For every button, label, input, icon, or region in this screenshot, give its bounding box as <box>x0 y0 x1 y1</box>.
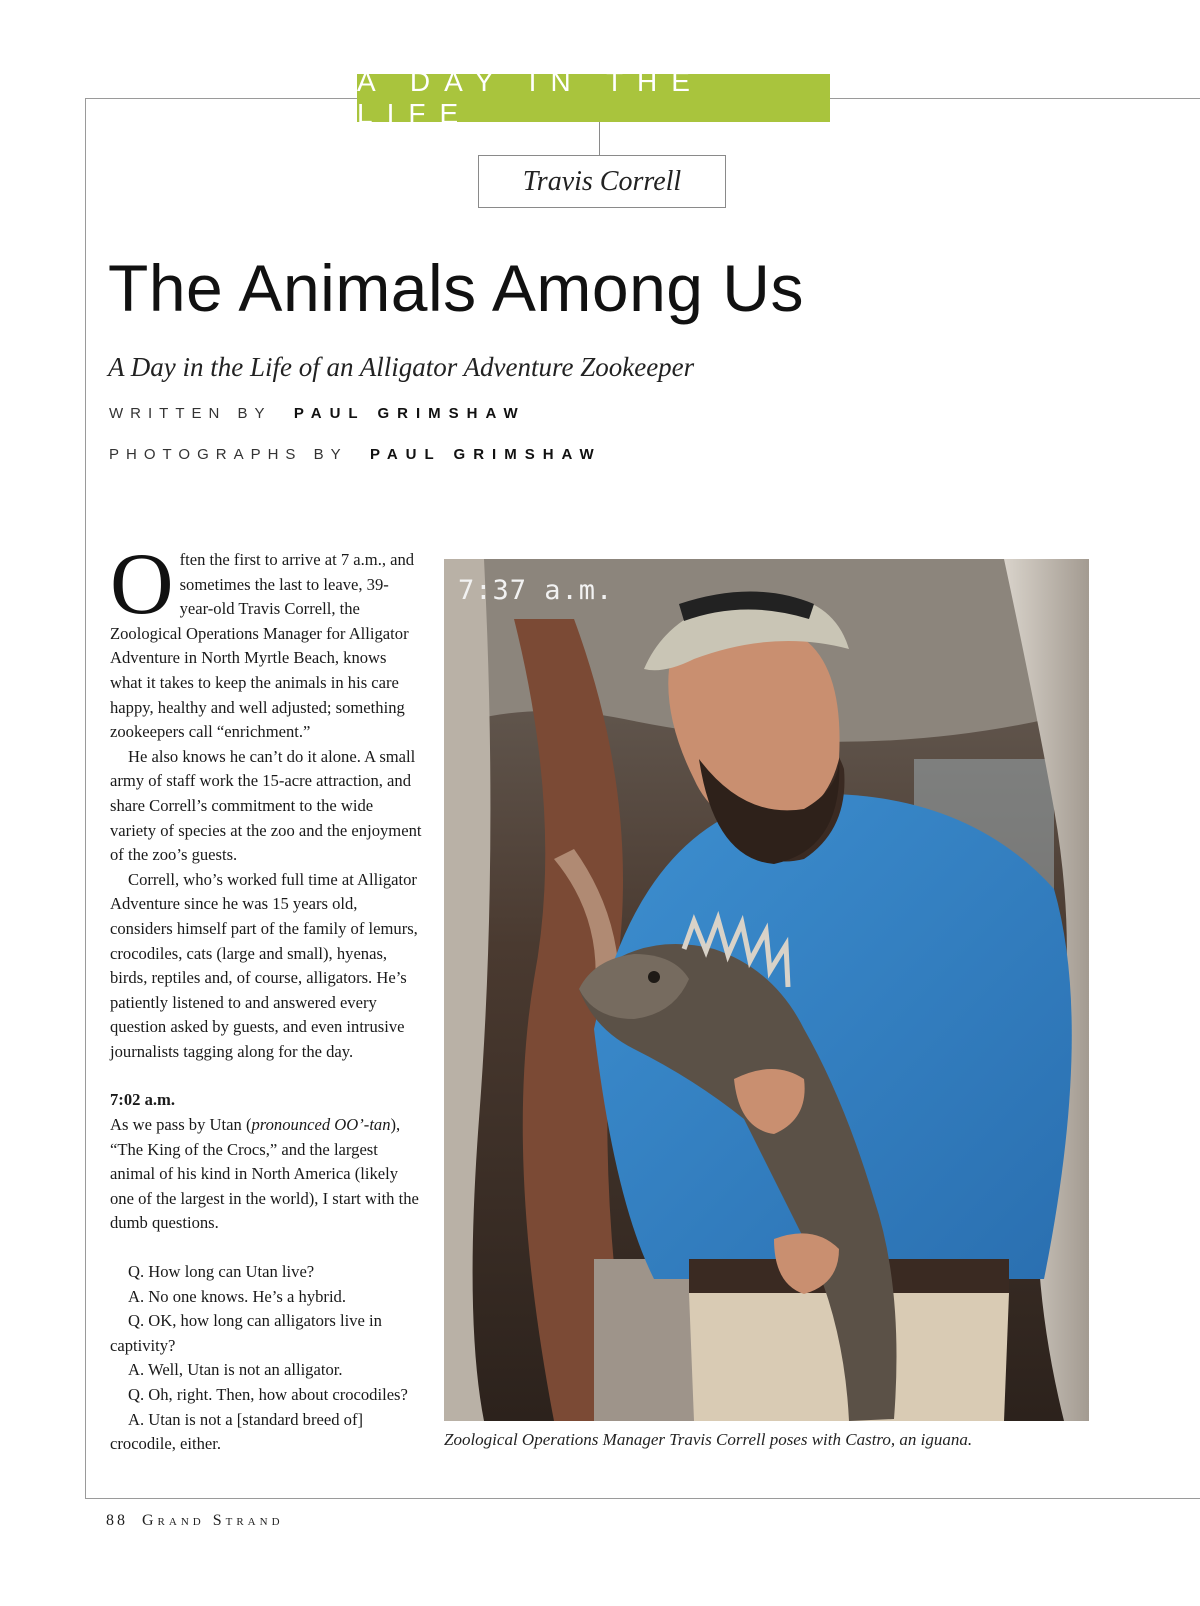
paragraph-1-text: ften the first to arrive at 7 a.m., and sometimes the last to leave, 39-year-old Travis Correll, the Zoological Operations Manager for Alligator Adventure in North Myrtle Beach, knows what it takes to keep the animals in his care happy, healthy and well adjusted; something zookeepers call “enrichment.” <box>110 550 415 742</box>
photo-timestamp: 7:37 a.m. <box>458 575 614 606</box>
paragraph-4-text-a: As we pass by Utan ( <box>110 1115 252 1135</box>
frame-line-bottom <box>85 1498 1200 1499</box>
byline-writer-label: WRITTEN BY <box>109 405 272 422</box>
article-body <box>110 536 422 1457</box>
paragraph-4 <box>110 1113 422 1236</box>
banner-connector <box>599 122 600 155</box>
qa-line: Q. OK, how long can alligators live in captivity? <box>110 1311 382 1355</box>
article-title: The Animals Among Us <box>108 251 804 325</box>
photo-caption: Zoological Operations Manager Travis Correll poses with Castro, an iguana. <box>444 1430 973 1449</box>
zookeeper-photo <box>444 559 1089 1421</box>
qa-line: A. Utan is not a [standard breed of] crocodile, either. <box>110 1409 364 1454</box>
page-number: 88 <box>106 1512 128 1529</box>
byline-writer <box>109 405 526 422</box>
byline-writer-name: PAUL GRIMSHAW <box>293 405 526 422</box>
pronunciation: pronounced OO’-tan <box>251 1115 391 1135</box>
byline-photographer-name: PAUL GRIMSHAW <box>369 446 602 463</box>
byline-photographer <box>109 446 602 463</box>
qa-line: Q. How long can Utan live? <box>128 1262 315 1282</box>
drop-cap: O <box>110 536 174 633</box>
qa-line: A. No one knows. He’s a hybrid. <box>128 1286 346 1306</box>
qa-block <box>110 1260 422 1457</box>
page-footer <box>106 1512 284 1530</box>
byline-photographer-label: PHOTOGRAPHS BY <box>109 446 348 463</box>
paragraph-3: Correll, who’s worked full time at Alligator Adventure since he was 15 years old, considers himself part of the family of lemurs, crocodiles, cats (large and small), hyenas, birds, reptiles and, of course, alligators. He’s patiently listened to and answered every question asked by guests, and even intrusive journalists tagging along for the day. <box>110 869 418 1061</box>
qa-line: A. Well, Utan is not an alligator. <box>128 1360 343 1380</box>
time-heading: 7:02 a.m. <box>110 1090 175 1110</box>
qa-line: Q. Oh, right. Then, how about crocodiles? <box>128 1385 408 1404</box>
photo-illustration <box>444 559 1089 1421</box>
paragraph-2: He also knows he can’t do it alone. A small army of staff work the 15-acre attraction, and share Correll’s commitment to the wide variety of species at the zoo and the enjoyment of the zoo’s guests. <box>110 746 422 865</box>
profile-name-box: Travis Correll <box>478 155 726 208</box>
frame-line-left <box>85 98 86 1498</box>
paragraph-4-text-b: ), “The King of the Crocs,” and the largest animal of his kind in North America (likely one of the largest in the world), I start with the dumb questions. <box>110 1115 419 1233</box>
section-banner: A DAY IN THE LIFE <box>357 74 830 122</box>
magazine-name: Grand Strand <box>142 1512 284 1529</box>
paragraph-1 <box>110 536 422 745</box>
article-subtitle: A Day in the Life of an Alligator Adventure Zookeeper <box>108 352 695 382</box>
